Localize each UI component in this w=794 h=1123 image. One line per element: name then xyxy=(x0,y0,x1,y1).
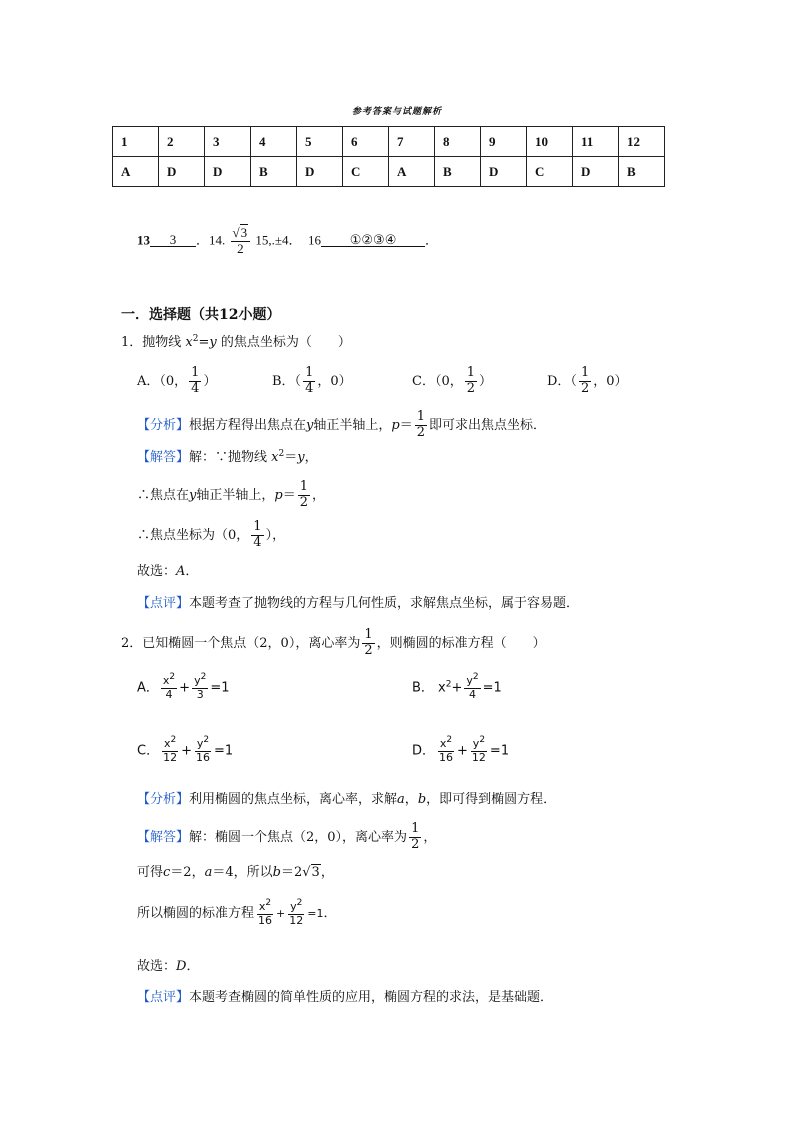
q1-comment: 【点评】本题考查了抛物线的方程与几何性质，求解焦点坐标，属于容易题． xyxy=(137,596,580,611)
table-cell-number: 7 xyxy=(389,127,435,157)
q2-option-d: D． $\frac{x^2}{16}$ + $\frac{y^2}{12}$ =1 xyxy=(412,735,510,764)
table-cell-number: 10 xyxy=(527,127,573,157)
fill-in-answers: 13 3 ．14. $\frac{√3}{2}$ 15,.±4． 16 ①②③④ ． xyxy=(137,225,439,256)
q13-label: 13 xyxy=(137,232,150,248)
q2-solution-line2: 可得c＝2，a＝4，所以b＝2√3， xyxy=(137,865,334,880)
table-cell-number: 6 xyxy=(343,127,389,157)
table-cell-number: 8 xyxy=(435,127,481,157)
table-cell-answer: D xyxy=(297,157,343,187)
table-cell-number: 11 xyxy=(573,127,619,157)
section-title: 一．选择题（共12小题） xyxy=(121,307,281,323)
table-cell-number: 5 xyxy=(297,127,343,157)
q16-answer: ①②③④ xyxy=(321,233,425,247)
q1-choice: 故选：A． xyxy=(137,564,199,579)
answer-table xyxy=(112,126,665,187)
table-cell-answer: A xyxy=(389,157,435,187)
table-cell-answer: C xyxy=(343,157,389,187)
q13-answer: 3 xyxy=(150,233,196,247)
q1-solution: 【解答】解：∵抛物线 $x^2=y$， xyxy=(137,449,318,465)
q2-solution: 【解答】解：椭圆一个焦点（2，0），离心率为 $\frac{1}{2}$ ， xyxy=(137,821,437,852)
q1-option-b: B．（ $\frac{1}{4}$ ，0） xyxy=(272,365,352,396)
table-cell-answer: D xyxy=(159,157,205,187)
table-cell-number: 3 xyxy=(205,127,251,157)
table-cell-answer: C xyxy=(527,157,573,187)
table-cell-answer: B xyxy=(619,157,665,187)
table-row xyxy=(113,157,665,187)
q1-solution-line3: ∴焦点坐标为（0， $\frac{1}{4}$ ）， xyxy=(137,519,286,550)
table-cell-number: 12 xyxy=(619,127,665,157)
q16-label: 16 xyxy=(308,232,322,248)
q2-comment: 【点评】本题考查椭圆的简单性质的应用，椭圆方程的求法，是基础题． xyxy=(137,990,554,1005)
q1-solution-line2: ∴焦点在y轴正半轴上，p＝ $\frac{1}{2}$ ， xyxy=(137,479,326,510)
table-cell-answer: D xyxy=(481,157,527,187)
q2-option-b: B． $x^2+$ $\frac{y^2}{4}$ =1 xyxy=(412,672,502,701)
q1-stem: 1．抛物线 $x^2=y$ 的焦点坐标为（ ） xyxy=(121,334,351,350)
q1-option-a: A．（0， $\frac{1}{4}$ ） xyxy=(137,365,217,396)
q15-answer: 15,.±4． xyxy=(255,232,302,248)
q14-answer: $\frac{√3}{2}$ xyxy=(231,226,251,257)
table-cell-number: 1 xyxy=(113,127,159,157)
table-cell-number: 9 xyxy=(481,127,527,157)
table-cell-answer: D xyxy=(205,157,251,187)
q2-option-a: A． $\frac{x^2}{4}$ + $\frac{y^2}{3}$ =1 xyxy=(137,672,230,701)
q14-label: ．14. xyxy=(196,232,226,248)
page-title: 参考答案与试题解析 xyxy=(351,107,442,117)
q1-option-c: C．（0， $\frac{1}{2}$ ） xyxy=(412,365,493,396)
table-cell-answer: B xyxy=(435,157,481,187)
q2-stem: 2．已知椭圆一个焦点（2，0），离心率为 $\frac{1}{2}$ ，则椭圆的标准方程（ ） xyxy=(121,627,546,658)
q2-analysis: 【分析】利用椭圆的焦点坐标，离心率，求解a，b，即可得到椭圆方程． xyxy=(137,792,557,807)
table-cell-number: 2 xyxy=(159,127,205,157)
table-cell-answer: A xyxy=(113,157,159,187)
table-cell-answer: B xyxy=(251,157,297,187)
table-cell-number: 4 xyxy=(251,127,297,157)
q2-option-c: C． $\frac{x^2}{12}$ + $\frac{y^2}{16}$ =1 xyxy=(137,735,234,764)
q1-option-d: D．（ $\frac{1}{2}$ ，0） xyxy=(547,365,628,396)
table-row xyxy=(113,127,665,157)
q2-choice: 故选：D． xyxy=(137,959,200,974)
table-cell-answer: D xyxy=(573,157,619,187)
q2-solution-line3: 所以椭圆的标准方程 $\frac{x^2}{16}$ + $\frac{y^2}{12}$ =1． xyxy=(137,898,337,927)
sqrt-symbol: √3 xyxy=(232,225,248,240)
q1-analysis: 【分析】根据方程得出焦点在y轴正半轴上，p＝ $\frac{1}{2}$ 即可求出焦点坐标． xyxy=(137,409,547,440)
